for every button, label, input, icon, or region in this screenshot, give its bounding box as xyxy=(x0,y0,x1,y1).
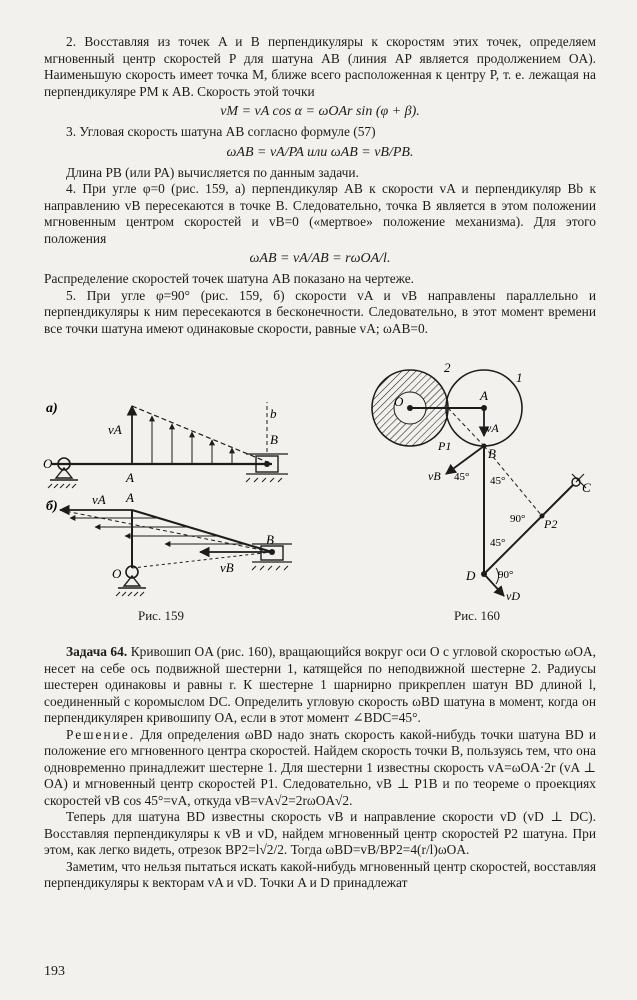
fig159-O: O xyxy=(43,456,53,471)
fig160-vD: vD xyxy=(506,589,520,603)
fig159-O-bottom: O xyxy=(112,566,122,581)
fig160-D: D xyxy=(466,568,476,583)
figure-159-drawing xyxy=(40,392,320,612)
fig160-O: O xyxy=(394,394,404,409)
fig159-label-a: а) xyxy=(46,401,58,416)
text-block-top xyxy=(44,34,596,337)
fig160-P1: P1 xyxy=(438,439,452,453)
figure-159-caption: Рис. 159 xyxy=(138,608,184,623)
figure-160-caption: Рис. 160 xyxy=(454,608,500,623)
task-64 xyxy=(44,644,596,727)
figure-160-drawing xyxy=(360,356,600,606)
fig160-vB: vB xyxy=(428,469,441,483)
line-pb: Длина PB (или PA) вычисляется по данным задачи. xyxy=(66,164,359,180)
fig160-angle-45c: 45° xyxy=(490,537,506,549)
fig159-B-bottom: B xyxy=(266,532,274,547)
item-2: 2. Восставляя из точек A и B перпендикуляры к скоростям этих точек, определяем мгновенный центр скоростей P для шатуна AB (линия AP является продолжением OA). Наименьшую скорость имеет точка M, ближе всего расположенная к центру P, т. е. лежащая на перпендикуляре PM к AB. Скорость этой точки xyxy=(44,34,596,99)
fig160-A: A xyxy=(480,388,488,403)
fig159-A-bottom: A xyxy=(126,490,134,505)
item-3: 3. Угловая скорость шатуна AB согласно формуле (57) xyxy=(66,124,376,139)
page-number: 193 xyxy=(44,964,65,979)
task-title: Задача 64. xyxy=(66,644,128,659)
fig160-label-2: 2 xyxy=(444,360,451,375)
fig159-vB: vB xyxy=(220,560,234,575)
task-solution xyxy=(44,727,596,810)
fig160-label-1: 1 xyxy=(516,370,523,385)
task-para-2: Теперь для шатуна BD известны скорость vB и направление скорости vD (vD ⊥ DC). Восставляя перпендикуляры к vB и vD, найдем мгновенный центр скоростей P2 шатуна. При этом, как легко видеть, отрезок BP2=l√2/2. Тогда ωBD=vB/BP2=4(r/l)ωOA. xyxy=(44,809,597,857)
task-text: Кривошип OA (рис. 160), вращающийся вокруг оси O с угловой скоростью ωOA, несет на себе ось подвижной шестерни 1, катящейся по неподвижной шестерне 2. Радиусы шестерен одинаковы и равны r. К шестерне 1 шарнирно прикреплен шатун BD длиной l, соединенный с коромыслом DC. Определить угловую скорость ωBD шатуна в момент, когда он перпендикулярен кривошипу OA, если в этот момент ∠BDC=45°. xyxy=(44,644,596,725)
fig160-C: C xyxy=(582,480,591,495)
fig159-vA-top: vA xyxy=(108,422,122,437)
fig159-b: b xyxy=(270,406,277,421)
fig159-label-b: б) xyxy=(46,499,58,514)
equation-wab2: ωAB = vA/AB = rωOA/l. xyxy=(249,251,391,266)
figure-159 xyxy=(40,392,320,612)
fig160-angle-90a: 90° xyxy=(510,513,526,525)
fig160-angle-90b: 90° xyxy=(498,569,514,581)
figure-160 xyxy=(360,356,600,606)
fig160-P2: P2 xyxy=(544,517,558,531)
solution-word: Решение. xyxy=(66,726,136,742)
fig159-A-top: A xyxy=(126,470,134,485)
item-4: 4. При угле φ=0 (рис. 159, а) перпендикуляр AB к скорости vA и перпендикуляр Bb к направлению vB пересекаются в точке B. Следовательно, точка B является в этом положении мгновенным центром скоростей и vB=0 («мертвое» положение механизма). Для этого положения xyxy=(44,181,596,246)
fig159-vA-bottom: vA xyxy=(92,492,106,507)
fig160-angle-45a: 45° xyxy=(454,471,470,483)
fig160-vA: vA xyxy=(486,421,499,435)
fig159-B-top: B xyxy=(270,432,278,447)
fig160-angle-45b: 45° xyxy=(490,475,506,487)
equation-vm: vM = vA cos α = ωOAr sin (φ + β). xyxy=(220,104,420,119)
text-block-bottom xyxy=(44,644,596,892)
equation-wab: ωAB = vA/PA или ωAB = vB/PB. xyxy=(226,144,414,160)
task-para-3: Заметим, что нельзя пытаться искать какой-нибудь мгновенный центр скоростей, восставляя перпендикуляры к векторам vA и vD. Точки A и D принадлежат xyxy=(44,858,596,890)
item-5: 5. При угле φ=90° (рис. 159, б) скорости vA и vB направлены параллельно и перпендикуляры к ним пересекаются в бесконечности. Следовательно, в этот момент времени все точки шатуна имеют одинаковые скорости, равные vA; ωAB=0. xyxy=(44,287,596,336)
line-distribution: Распределение скоростей точек шатуна AB показано на чертеже. xyxy=(44,271,415,286)
fig160-B: B xyxy=(488,446,496,461)
solution-text: Для определения ωBD надо знать скорость какой-нибудь точки шатуна BD и положение его мгновенного центра скоростей. Найдем скорость точки B, пользуясь тем, что она одновременно принадлежит шестерне 1. Для шестерни 1 известны скорость vA=ωOA·2r (vA ⊥ OA) и мгновенный центр скоростей P1. Следовательно, vB ⊥ P1B и по теореме о проекциях скоростей vB cos 45°=vA, откуда vB=vA√2=2rωOA√2. xyxy=(44,726,596,808)
